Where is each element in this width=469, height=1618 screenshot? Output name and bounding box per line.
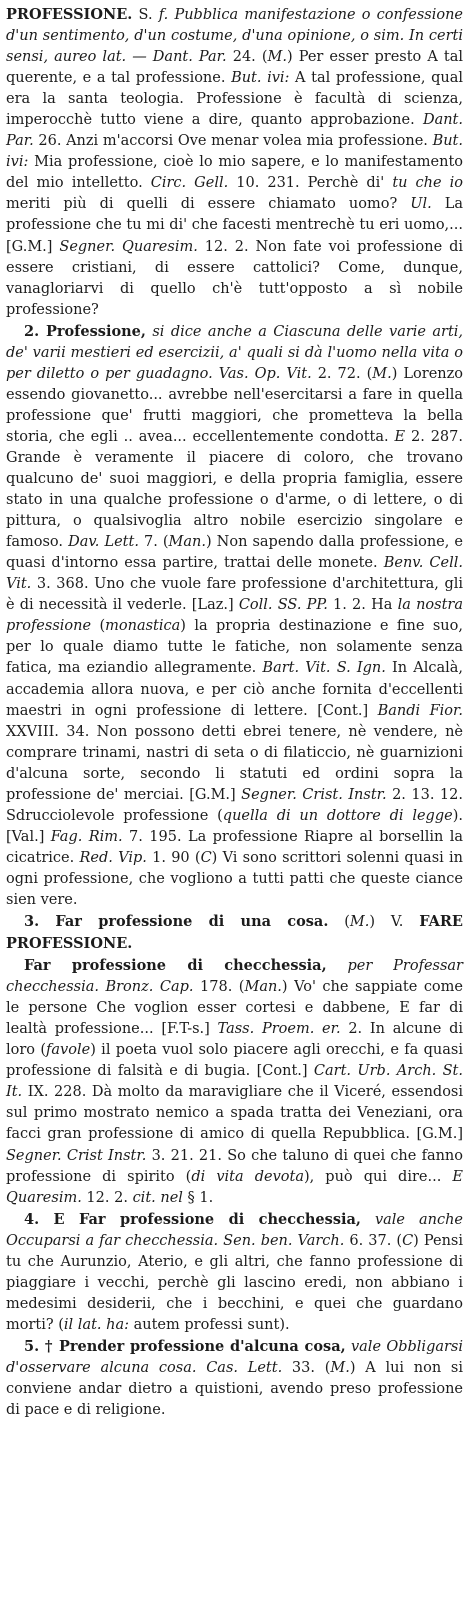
sense-5-paragraph: 5. † Prender professione d'alcuna cosa, vale Obbligarsi d'osservare alcuna cosa. Cas. Lett. 33. (M.) A lui non si conviene andar dietro a quistioni, avendo preso professione di pace e di religione. bbox=[6, 1337, 464, 1419]
entry-headword-paragraph: PROFESSIONE. S. f. Pubblica manifestazione o confessione d'un sentimento, d'un costume, d'una opinione, o sim. In certi sensi, aureo lat. — Dant. Par. 24. (M.) Per esser presto A tal querente, e a tal professione. But. ivi: A tal professione, qual era la santa teologia. Professione è facultà di scienza, imperocchè tutto viene a dire, quanto approbazione. Dant. Par. 26. Anzi m'accorsi Ove menar volea mia professione. But. ivi: Mia professione, cioè lo mio sapere, e lo manifestamento del mio intelletto. Circ. Gell. 10. 231. Perchè di' tu che io meriti più di quelli di essere chiamato uomo? Ul. La professione che tu mi di' che facesti mentrechè tu eri uomo,... [G.M.] Segner. Quaresim. 12. 2. Non fate voi professione di essere cristiani, di essere cattolici? Come, dunque, vanagloriarvi di quello ch'è tutt'opposto a sì nobile professione? bbox=[6, 6, 464, 318]
sense-3-paragraph: 3. Far professione di una cosa. (M.) V. FARE PROFESSIONE. bbox=[6, 913, 463, 953]
sense-3-subentry-paragraph: Far professione di checchessia, per Professar checchessia. Bronz. Cap. 178. (Man.) Vo' che sappiate come le persone Che voglion esser cortesi e dabbene, E far di lealtà professione... [F.T-s.] Tass. Proem. er. 2. In alcune di loro (favole) il poeta vuol solo piacere agli orecchi, e fa quasi professione di falsità e di bugia. [Cont.] Cart. Urb. Arch. St. It. IX. 228. Dà molto da maravigliare che il Viceré, essendosi sul primo mostrato nemico a spada tratta dei Veneziani, ora facci gran professione di amico di quella Repubblica. [G.M.] Segner. Crist Instr. 3. 21. 21. So che taluno di quei che fanno professione di spirito (di vita devota), può qui dire... E Quaresim. 12. 2. cit. nel § 1. bbox=[6, 957, 464, 1206]
sense-4-paragraph: 4. E Far professione di checchessia, vale anche Occuparsi a far checchessia. Sen. ben. Varch. 6. 37. (C) Pensi tu che Aurunzio, Aterio, e gli altri, che fanno professione di piaggiare i vecchi, perchè gli lascino eredi, non abbiano i medesimi desiderii, che i becchini, e quei che guardano morti? (il lat. ha: autem professi sunt). bbox=[6, 1210, 463, 1333]
sense-2-paragraph: 2. Professione, si dice anche a Ciascuna delle varie arti, de' varii mestieri ed esercizii, a' quali si dà l'uomo nella vita o per diletto o per guadagno. Vas. Op. Vit. 2. 72. (M.) Lorenzo essendo giovanetto... avrebbe nell'esercitarsi a fare in quella professione que' frutti maggiori, che prometteva la bella storia, che egli .. avea... eccellentemente condotta. E 2. 287. Grande è veramente il piacere di coloro, che trovano qualcuno de' suoi maggiori, e della propria famiglia, essere stato in una qualche professione o d'arme, o di lettere, o di pittura, o qualsivoglia altro nobile esercizio singolare e famoso. Dav. Lett. 7. (Man.) Non sapendo dalla professione, e quasi d'intorno essa partire, trattai delle monete. Benv. Cell. Vit. 3. 368. Uno che vuole fare professione d'architettura, gli è di necessità il vederle. [Laz.] Coll. SS. PP. 1. 2. Ha la nostra professione (monastica) la propria destinazione e fine suo, per lo quale diamo tutte le fatiche, non solamente senza fatica, ma eziandio allegramente. Bart. Vit. S. Ign. In Alcalà, accademia allora nuova, e per ciò anche fornita d'eccellenti maestri in ogni professione di lettere. [Cont.] Bandi Fior. XXVIII. 34. Non possono detti ebrei tenere, nè vendere, nè comprare trinami, nastri di seta o di filaticcio, nè guarnizioni d'alcuna sorte, secondo li statuti ed ordini sopra la professione de' merciai. [G.M.] Segner. Crist. Instr. 2. 13. 12. Sdrucciolevole professione (quella di un dottore di legge). [Val.] Fag. Rim. 7. 195. La professione Riapre al borsellin la cicatrice. Red. Vip. 1. 90 (C) Vi sono scrittori solenni quasi in ogni professione, che vogliono a tutti patti che queste ciance sien vere. bbox=[6, 322, 464, 908]
